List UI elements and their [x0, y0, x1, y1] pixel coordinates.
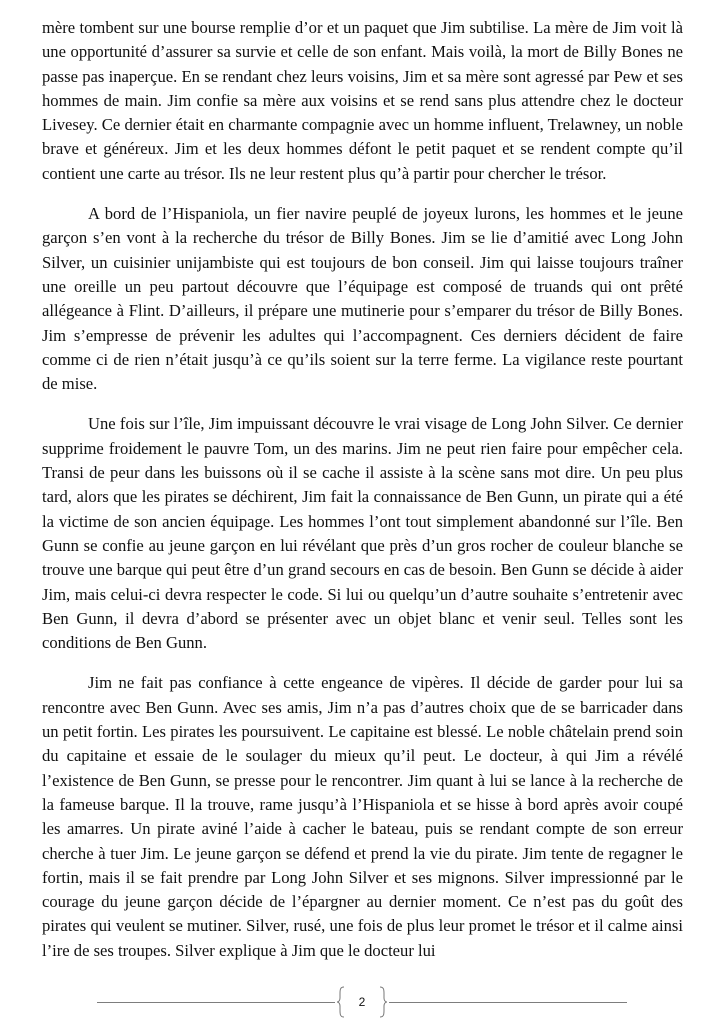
left-brace-icon	[336, 986, 346, 1018]
page-footer	[0, 980, 724, 1020]
page-number: 2	[358, 995, 366, 1009]
paragraph-4: Jim ne fait pas confiance à cette engeance de vipères. Il décide de garder pour lui sa rencontre avec Ben Gunn. Avec ses amis, Jim n’a pas d’autres choix que de se barricader dans un petit fortin. Les pirates les poursuivent. Le capitaine est blessé. Le noble châtelain prend soin du capitaine et essaie de le soulager du mieux qu’il peut. Le docteur, à qui Jim a révélé l’existence de Ben Gunn, se presse pour le rencontrer. Jim quant à lui se lance à la recherche de la fameuse barque. Il la trouve, rame jusqu’à l’Hispaniola et se hisse à bord après avoir coupé les amarres. Un pirate aviné l’aide à cacher le bateau, puis se rendant compte de son erreur cherche à tuer Jim. Le jeune garçon se défend et prend la vie du pirate. Jim tente de regagner le fortin, mais il se fait prendre par Long John Silver et ses mignons. Silver impressionné par le courage du jeune garçon décide de l’épargner au dernier moment. Ce n’est pas du goût des pirates qui veulent se mutiner. Silver, rusé, une fois de plus leur promet le trésor et il calme ainsi l’ire de ses troupes. Silver explique à Jim que le docteur lui	[42, 673, 683, 960]
paragraph-2: A bord de l’Hispaniola, un fier navire peuplé de joyeux lurons, les hommes et le jeune garçon s’en vont à la recherche du trésor de Billy Bones. Jim se lie d’amitié avec Long John Silver, un cuisinier unijambiste qui est toujours de bon conseil. Jim qui laisse toujours traîner une oreille un peu partout découvre que l’équipage est composé de truands qui ont prêté allégeance à Flint. D’ailleurs, il prépare une mutinerie pour s’emparer du trésor de Billy Bones. Jim s’empresse de prévenir les adultes qui l’accompagnent. Ces derniers décident de faire comme ci de rien n’était jusqu’à ce qu’ils soient sur la terre ferme. La vigilance reste pourtant de mise.	[42, 204, 683, 394]
footer-rule-right	[389, 1002, 627, 1003]
paragraph-3: Une fois sur l’île, Jim impuissant découvre le vrai visage de Long John Silver. Ce dernier supprime froidement le pauvre Tom, un des marins. Jim ne peut rien faire pour empêcher cela. Transi de peur dans les buissons où il se cache il assiste à la scène sans mot dire. Un peu plus tard, alors que les pirates se déchirent, Jim fait la connaissance de Ben Gunn, un pirate qui a été la victime de son ancien équipage. Les hommes l’ont tout simplement abandonné sur l’île. Ben Gunn se confie au jeune garçon en lui révélant que près d’un gros rocher de couleur blanche se trouve une barque qui peut être d’un grand secours en cas de besoin. Ben Gunn se décide à aider Jim, mais celui-ci devra respecter le code. Si lui ou quelqu’un d’autre souhaite s’entretenir avec Ben Gunn, il devra d’abord se présenter avec un objet blanc et venir seul. Telles sont les conditions de Ben Gunn.	[42, 414, 683, 653]
footer-rule-left	[97, 1002, 335, 1003]
right-brace-icon	[378, 986, 388, 1018]
document-page	[42, 16, 683, 979]
paragraph-1: mère tombent sur une bourse remplie d’or et un paquet que Jim subtilise. La mère de Jim voit là une opportunité d’assurer sa survie et celle de son enfant. Mais voilà, la mort de Billy Bones ne passe pas inaperçue. En se rendant chez leurs voisins, Jim et sa mère sont agressé par Pew et ses hommes de main. Jim confie sa mère aux voisins et se rend sans plus attendre chez le docteur Livesey. Ce dernier était en charmante compagnie avec un homme influent, Trelawney, un noble brave et généreux. Jim et les deux hommes défont le petit paquet et se rendent compte qu’il contient une carte au trésor. Ils ne leur restent plus qu’à partir pour chercher le trésor.	[42, 18, 683, 183]
page-number-container	[336, 986, 388, 1018]
